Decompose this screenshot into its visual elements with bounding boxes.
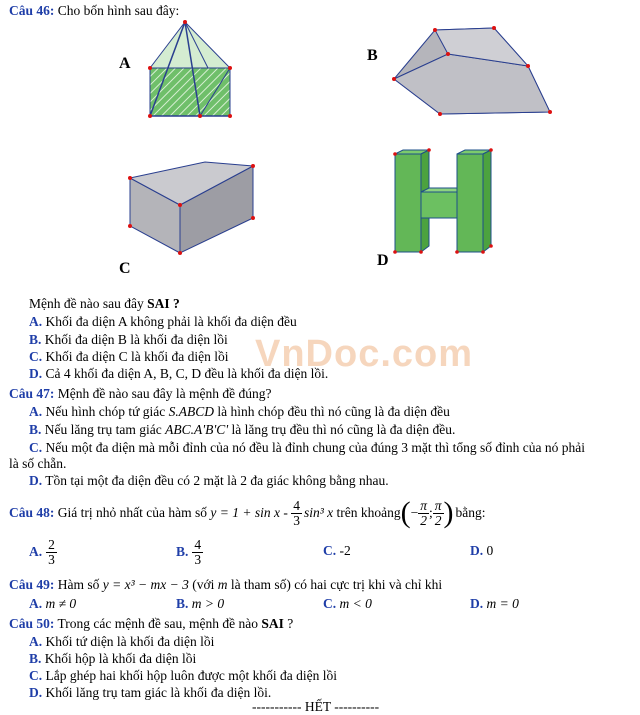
option-text: 0 [483, 543, 494, 558]
math-expression: S.ABCD [168, 404, 215, 419]
option-text: Nếu hình chóp tứ giác [42, 404, 169, 419]
option-math: m < 0 [339, 596, 372, 611]
option-letter: A. [29, 596, 43, 611]
question-stem: Trong các mệnh đề sau, mệnh đề nào [54, 616, 262, 631]
q50-option-c[interactable] [29, 668, 337, 684]
fraction-denominator: 3 [194, 551, 202, 567]
option-text: Khối lăng trụ tam giác là khối đa diện lồi. [42, 685, 272, 700]
option-letter: D. [29, 473, 43, 488]
q50-option-a[interactable] [29, 634, 214, 650]
option-letter: C. [323, 543, 337, 558]
option-letter: D. [470, 596, 484, 611]
figure-c-prism [125, 158, 260, 258]
footer-end-marker: ----------- HẾT ---------- [252, 699, 380, 714]
option-letter: B. [29, 651, 42, 666]
option-fraction [46, 538, 57, 567]
q49-option-b[interactable] [176, 596, 224, 612]
question-stem: Cho bốn hình sau đây: [54, 3, 180, 18]
interval-left-fraction [418, 499, 429, 528]
question-stem: Giá trị nhỏ nhất của hàm số [54, 505, 211, 520]
option-text: -2 [336, 543, 351, 558]
q49-option-a[interactable] [29, 596, 76, 612]
question-46-prompt [29, 296, 180, 312]
interval-right-fraction [433, 499, 444, 528]
figure-d-h-solid [393, 148, 505, 258]
q49-option-d[interactable] [470, 596, 519, 612]
interval-word: trên khoảng [333, 505, 401, 520]
question-label: Câu 47: [9, 386, 55, 401]
question-stem: là tham số) có hai cực trị khi và chỉ khi [227, 577, 443, 592]
option-math: m > 0 [191, 596, 225, 611]
figure-b-frustum [390, 24, 560, 119]
prompt-bold: SAI ? [147, 296, 180, 311]
question-50-header [9, 616, 293, 632]
option-letter: C. [323, 596, 337, 611]
figure-a-pyramid-prism [140, 18, 240, 120]
question-stem: (với [188, 577, 218, 592]
fraction-numerator: π [434, 497, 442, 513]
right-paren-icon: ) [443, 496, 454, 529]
left-paren-icon: ( [400, 496, 411, 529]
option-letter: B. [176, 596, 189, 611]
option-fraction [192, 538, 203, 567]
fraction-numerator: 4 [194, 536, 202, 552]
q48-option-b[interactable] [176, 534, 203, 570]
question-stem: Mệnh đề nào sau đây là mệnh đề đúng? [54, 386, 272, 401]
option-letter: B. [29, 422, 42, 437]
option-math: m ≠ 0 [45, 596, 77, 611]
option-text: Khối đa diện B là khối đa diện lồi [41, 332, 228, 347]
option-text: là hình chóp đều thì nó cũng là đa diện đều [214, 404, 450, 419]
q46-option-b[interactable] [29, 332, 228, 348]
function-expression: y = x³ − mx − 3 [102, 577, 189, 592]
question-48-header [9, 493, 486, 533]
parameter: m [217, 577, 228, 592]
question-label: Câu 48: [9, 505, 55, 520]
coefficient-fraction [291, 499, 302, 528]
fraction-numerator: 4 [293, 497, 300, 513]
fraction-denominator: 2 [434, 512, 442, 528]
q48-option-c[interactable] [323, 543, 351, 559]
question-label: Câu 49: [9, 577, 55, 592]
question-49-header [9, 577, 442, 593]
option-text: Khối đa diện C là khối đa diện lồi [42, 349, 229, 364]
function-rhs: sin³ x [303, 505, 334, 520]
math-expression: ABC.A'B'C' [165, 422, 229, 437]
question-label: Câu 50: [9, 616, 55, 631]
question-stem-bold: SAI [261, 616, 284, 631]
q46-option-c[interactable] [29, 349, 228, 365]
q48-option-d[interactable] [470, 543, 493, 559]
fraction-denominator: 3 [293, 512, 300, 528]
option-text: là lăng trụ đều thì nó cũng là đa diện đều. [228, 422, 456, 437]
q50-option-b[interactable] [29, 651, 196, 667]
q50-option-d[interactable] [29, 685, 271, 701]
option-letter: B. [176, 544, 189, 559]
q49-option-c[interactable] [323, 596, 372, 612]
option-letter: D. [29, 366, 43, 381]
question-tail: bằng: [455, 505, 486, 520]
option-text: Lắp ghép hai khối hộp luôn được một khối đa diện lồi [42, 668, 338, 683]
option-letter: C. [29, 349, 43, 364]
q48-option-a[interactable] [29, 534, 57, 570]
option-letter: A. [29, 634, 43, 649]
option-letter: C. [29, 668, 43, 683]
option-text: Nếu lăng trụ tam giác [41, 422, 166, 437]
figure-d-label: D [377, 252, 389, 269]
fraction-numerator: π [420, 497, 427, 513]
figure-a-label: A [119, 55, 131, 72]
interval-sign: − [410, 505, 419, 520]
option-text: Khối hộp là khối đa diện lồi [41, 651, 197, 666]
fraction-numerator: 2 [48, 536, 55, 552]
option-text: Tồn tại một đa diện đều có 2 mặt là 2 đa giác không bằng nhau. [42, 473, 389, 488]
option-letter: A. [29, 314, 43, 329]
q47-option-d[interactable] [29, 473, 389, 489]
question-label: Câu 46: [9, 3, 55, 18]
q47-option-c[interactable] [29, 440, 585, 456]
figure-c-label: C [119, 260, 131, 277]
option-letter: B. [29, 332, 42, 347]
option-letter: D. [29, 685, 43, 700]
q47-option-c-continued: là số chẵn. [9, 456, 67, 471]
function-lhs: y = 1 + sin x - [210, 505, 292, 520]
fraction-denominator: 3 [48, 551, 55, 567]
option-letter: D. [470, 543, 484, 558]
option-letter: A. [29, 544, 43, 559]
option-text: Khối tứ diện là khối đa diện lồi [42, 634, 215, 649]
option-text: Khối đa diện A không phải là khối đa diện đều [42, 314, 297, 329]
q46-option-a[interactable] [29, 314, 297, 330]
q47-option-a[interactable] [29, 404, 450, 420]
q47-option-b[interactable] [29, 422, 455, 438]
question-stem: Hàm số [54, 577, 103, 592]
question-47-header [9, 386, 271, 402]
fraction-denominator: 2 [420, 512, 427, 528]
option-text: Nếu một đa diện mà mỗi đỉnh của nó đều là đỉnh chung của đúng 3 mặt thì tổng số đỉnh của nó phải [42, 440, 586, 455]
question-46-header [9, 3, 179, 19]
option-text: Cả 4 khối đa diện A, B, C, D đều là khối đa diện lồi. [42, 366, 329, 381]
option-letter: A. [29, 404, 43, 419]
option-letter: C. [29, 440, 43, 455]
interval-separator: ; [429, 505, 433, 520]
option-math: m = 0 [486, 596, 519, 611]
prompt-text: Mệnh đề nào sau đây [29, 296, 148, 311]
figure-b-label: B [367, 47, 378, 64]
question-stem: ? [283, 616, 294, 631]
watermark: VnDoc.com [255, 333, 474, 375]
